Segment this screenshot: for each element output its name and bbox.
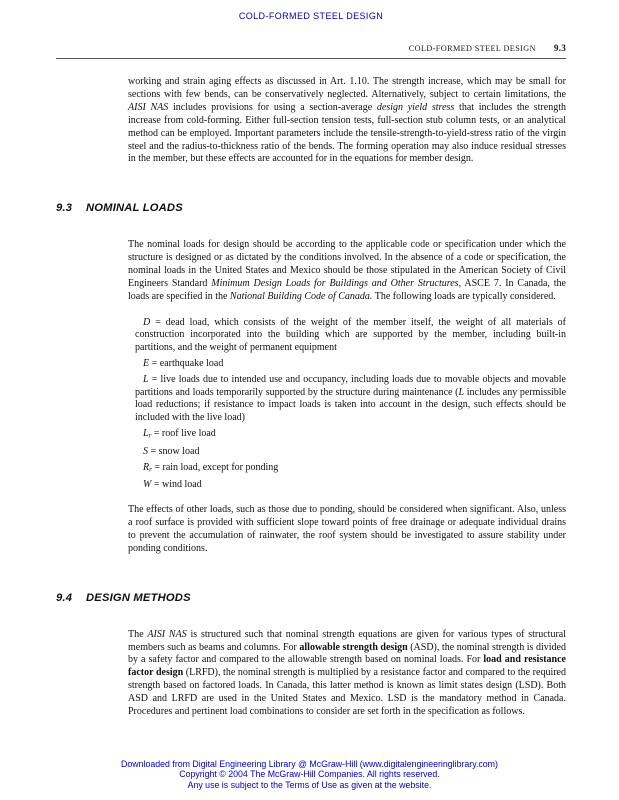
- load-definition-item: S = snow load: [143, 445, 200, 457]
- top-banner-title: COLD-FORMED STEEL DESIGN: [238, 11, 384, 21]
- load-definition-item: E = earthquake load: [143, 358, 224, 370]
- load-definition-item: Rr = rain load, except for ponding: [143, 461, 279, 474]
- load-definition-item: L = live loads due to intended use and occupancy, including loads due to movable objects and movable partitions and loads temporarily supported by the structure during maintenance (L includes any permissible load reductions; if resistance to impact loads is taken into account in the design, such effects should be included with the live load): [135, 374, 567, 424]
- load-definitions-list: [128, 317, 566, 492]
- load-definition-item: Lr = roof live load: [143, 428, 216, 440]
- section-title: DESIGN METHODS: [86, 591, 191, 604]
- load-definition-item: D = dead load, which consists of the weight of the member itself, the weight of all materials of construction incorporated into the building which are supported by the member, including built-in partitions, and the weight of permanent equipment: [135, 316, 566, 354]
- section-number: 9.3: [56, 202, 73, 215]
- section-title: NOMINAL LOADS: [86, 202, 183, 215]
- page-number: 9.3: [553, 43, 566, 53]
- section-heading-9-4: [56, 592, 566, 604]
- body-paragraph: The nominal loads for design should be according to the applicable code or specification under which the structure is designed or as dictated by the conditions involved. In the absence of a code or specification, the nominal loads in the United States and Mexico should be those stipulated in the American Society of Civil Engineers Standard Minimum Design Loads for Buildings and Other Structures, ASCE 7. In Canada, the loads are specified in the National Building Code of Canada. The following loads are typically considered.: [128, 239, 566, 302]
- body-paragraph-intro: working and strain aging effects as discussed in Art. 1.10. The strength increase, which may be small for sections with few bends, can be conservatively neglected. Alternatively, subject to certain limitations, the AISI NAS includes provisions for using a section-average design yield stress that includes the strength increase from cold-forming. Either full-section tension tests, full-section stub column tests, or an analytical method can be employed. Important parameters include the tensile-strength-to-yield-stress ratio of the virgin steel and the radius-to-thickness ratio of the bends. The forming operation may also induce residual stresses in the member, but these effects are accounted for in the equations for member design.: [128, 76, 566, 165]
- load-definition-item: W = wind load: [143, 479, 202, 491]
- footer-download-line: Downloaded from Digital Engineering Library @ McGraw-Hill (www.digitalengineeringlibrary.com): [121, 758, 498, 769]
- page-body: [56, 76, 566, 719]
- footer-terms-line: Any use is subject to the Terms of Use as given at the website.: [187, 779, 432, 790]
- page-footer: [0, 759, 619, 790]
- section-number: 9.4: [56, 591, 73, 604]
- body-paragraph: The AISI NAS is structured such that nominal strength equations are given for various types of structural members such as beams and columns. For allowable strength design (ASD), the nominal strength is divided by a safety factor and compared to the allowable strength based on nominal loads. For load and resistance factor design (LRFD), the nominal strength is multiplied by a resistance factor and compared to the required strength based on factored loads. In Canada, this latter method is known as limit states design (LSD). Both ASD and LRFD are used in the United States and Mexico. LSD is the mandatory method in Canada. Procedures and pertinent load combinations to consider are set forth in the specification as follows.: [128, 628, 567, 718]
- body-paragraph: The effects of other loads, such as those due to ponding, should be considered when significant. Also, unless a roof surface is provided with sufficient slope toward points of free drainage or adequate individual drains to prevent the accumulation of rainwater, the roof system should be investigated to assure stability under ponding conditions.: [128, 504, 566, 554]
- running-header: [56, 43, 566, 59]
- footer-copyright-line: Copyright © 2004 The McGraw-Hill Companies. All rights reserved.: [179, 769, 440, 780]
- running-header-title: COLD-FORMED STEEL DESIGN: [408, 44, 536, 53]
- section-heading-9-3: [56, 202, 566, 214]
